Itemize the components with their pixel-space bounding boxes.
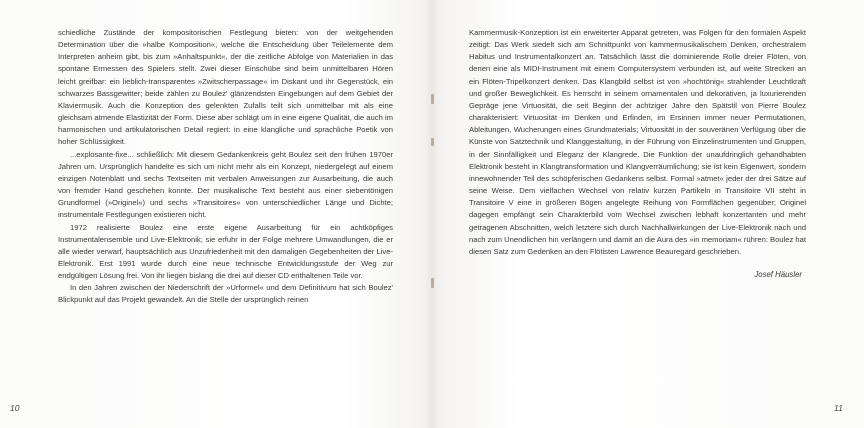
left-paragraph-1: schiedliche Zustände der kompositorischen Festlegung bieten: von der weitgehenden Determination über die »halbe Komposition«, welche die Entscheidung über Teilelemente dem Interpreten anheim gibt, bis zum »Anhaltspunkt«, der die zeitliche Abfolge von Materialien in das spontane Ermessen des Spielers stellt. Zwei dieser Einschübe sind beim unmittelbaren Hören leicht greifbar: ein lieblich-transparentes »Zwitscherpassage« im Diskant und ihr Gegenstück, ein schwarzes Bassgewitter; beide zählen zu Boulez' glänzendsten Eingebungen auf dem Gebiet der Klaviermusik. Auch die Konzeption des gelenkten Zufalls teilt sich unmittelbar mit als eine gleichsam atmende Elastizität der Form. Diese aber schlägt um in eine eigene Qualität, die auch im harmonischen und artikulatorischen Detail regiert: in eine klangliche und sprachliche Poetik von hoher Schlüssigkeit. <box>58 28 393 147</box>
right-paragraph-1: Kammermusik-Konzeption ist ein erweiterter Apparat getreten, was Folgen für den formalen Aspekt zeitigt: Das Werk siedelt sich am Schnittpunkt von kammermusikalischem Denken, orchestralem Habitus und Instrumentalkonzert an. Tatsächlich lässt die dominierende Rolle dreier Flöten, von denen eine als MIDI-Instrument mit einem Computersystem verbunden ist, auf weite Strecken an ein Flöten-Tripelkonzert denken. Das Klangbild selbst ist von »hochtönig« strahlender Leuchtkraft und großer Beweglichkeit. Es herrscht in seinem ornamentalen und dekorativen, ja luxurierenden Gepräge jene Virtuosität, die seit Beginn der achtziger Jahre den Spätstil von Pierre Boulez charakterisiert: Virtuosität im Denken und Erfinden, im Ersinnen immer neuer Permutationen, Ableitungen, Wucherungen eines Grundmaterials; Virtuosität in der souveränen Verfügung über die Künste von Satztechnik und Klanggestaltung, in der Führung von Einzelinstrumenten und Gruppen, in der Sinnfälligkeit und Eleganz der Klangrede. Die Funktion der unaufdringlich gehandhabten Elektronik besteht in Klangtransformation und Klangverräumlichung; sie ist kein Eigenwert, sondern innewohnender Teil des schöpferischen Gedankens selbst. Formal »atmet« jeder der drei Sätze auf seine Weise. Dem vielfachen Wechsel von relativ kurzen Partikeln in Transitoire VII steht in Transitoire V eine in größeren Bögen angelegte Reihung von Formflächen gegenüber; Originel dagegen empfängt sein Charakterbild vom Wechsel zwischen lebhaft konzertanten und mehr getragenen Abschnitten, welch letztere sich durch Nachhallwirkungen der Live-Elektronik nach und nach zum Unendlichen hin verlängern und damit an die Aura des »in memoriam« rühren: Boulez hat diesen Satz zum Gedenken an den Flötisten Lawrence Beauregard geschrieben. <box>469 28 806 256</box>
right-page <box>469 27 806 279</box>
left-paragraph-3: 1972 realisierte Boulez eine erste eigene Ausarbeitung für ein achtköpfiges Instrumentalensemble und Live-Elektronik; sie erfuhr in der Folge mehrere Umwandlungen, die er alle wieder verwarf, hauptsächlich aus Unzufriedenheit mit den damaligen Gegebenheiten der Live-Elektronik. Erst 1991 wurde durch eine neue technische Entwicklungsstufe der Weg zur endgültigen Lösung frei. Von ihr liegen bislang die drei auf dieser CD enthaltenen Teile vor. <box>58 222 393 281</box>
author-signature: Josef Häusler <box>754 269 802 279</box>
left-paragraph-2: ...explosante-fixe... schließlich: Mit diesem Gedankenkreis geht Boulez seit den frühen 1970er Jahren um. Ursprünglich handelte es sich um nicht mehr als ein Konzept, niedergelegt auf einem einzigen Notenblatt und sechs Textseiten mit verbalen Anweisungen zur Ausarbeitung, die auch von fremder Hand geschehen konnte. Der musikalische Text besteht aus einer siebentönigen Grundformel (»Originel«) und sechs »Transitoires« von unterschiedlicher Länge und Dichte; instrumentale Festlegungen existieren nicht. <box>58 149 393 220</box>
gutter-staple-mark <box>431 278 434 288</box>
left-paragraph-4: In den Jahren zwischen der Niederschrift der »Urformel« und dem Definitivum hat sich Boulez' Blickpunkt auf das Projekt gewandelt. An die Stelle der ursprünglich reinen <box>58 283 393 305</box>
gutter-staple-mark <box>431 138 434 146</box>
page-number-right: 11 <box>834 403 843 413</box>
page-number-left: 10 <box>10 403 20 413</box>
gutter-staple-mark <box>431 94 434 104</box>
left-page <box>58 27 393 307</box>
